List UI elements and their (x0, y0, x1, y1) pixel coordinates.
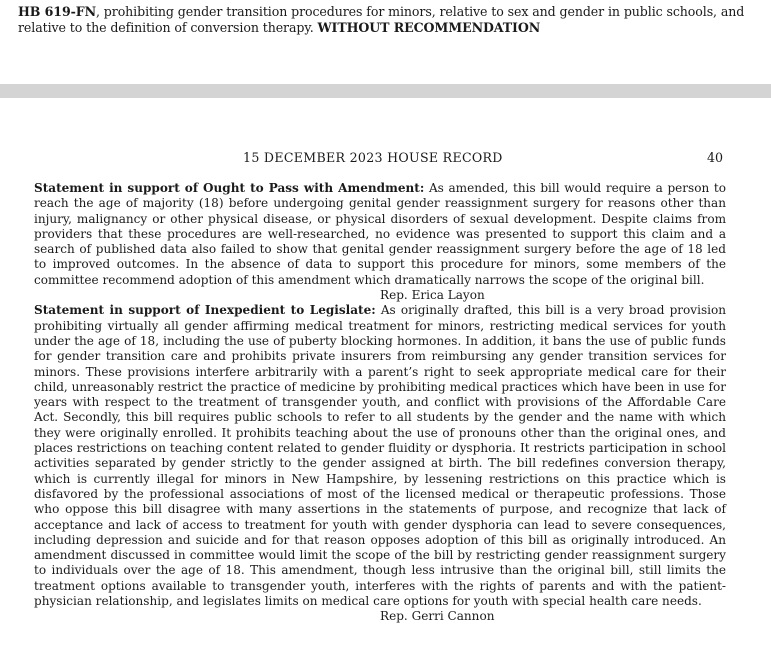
statement-inexpedient (34, 303, 726, 609)
statement-ought-to-pass (34, 181, 726, 288)
statement-text: As amended, this bill would require a person to reach the age of majority (18) before undergoing genital gender reassignment surgery for reasons other than injury, malignancy or other physical disease, or physical disorders of sexual development. Despite claims from providers that these procedures are well-researched, no evidence was presented to support this claim and a search of published data also failed to show that genital gender reassignment surgery before the age of 18 led to improved outcomes. In the absence of data to support this procedure for minors, some members of the committee recommend adoption of this amendment which dramatically narrows the scope of the original bill. (34, 181, 727, 287)
statement-heading: Statement in support of Inexpedient to Legislate: (34, 303, 376, 318)
bill-summary (18, 4, 753, 36)
statement-text: As originally drafted, this bill is a very broad provision prohibiting virtually all gender affirming medical treatment for minors, restricting medical services for youth under the age of 18, including the use of puberty blocking hormones. In addition, it bans the use of public funds for gender transition care and prohibits private insurers from reimbursing any gender transition services for minors. These provisions interfere arbitrarily with a parent’s right to seek appropriate medical care for their child, unreasonably restrict the practice of medicine by prohibiting medical practices which have been in use for years with respect to the treatment of transgender youth, and conflict with provisions of the Affordable Care Act. Secondly, this bill requires public schools to refer to all students by the gender and the name with which they were originally enrolled. It prohibits teaching about the use of pronouns other than the original ones, and places restrictions on teaching content related to gender fluidity or dysphoria. It restricts participation in school activities separated by gender strictly to the gender assigned at birth. The bill redefines conversion therapy, which is currently illegal for minors in New Hampshire, by lessening restrictions on this practice which is disfavored by the professional associations of most of the licensed medical or therapeutic professions. Those who oppose this bill disagree with many assertions in the statements of purpose, and recognize that lack of acceptance and lack of access to treatment for youth with gender dysphoria can lead to severe consequences, including depression and suicide and for that reason opposes adoption of this bill as originally introduced. An amendment discussed in committee would limit the scope of the bill by restricting gender reassignment surgery to individuals over the age of 18. This amendment, though less intrusive than the original bill, still limits the treatment options available to transgender youth, interferes with the rights of parents and with the patient-physician relationship, and legislates limits on medical care options for youth with special health care needs. (34, 303, 726, 609)
bill-description: , prohibiting gender transition procedures for minors, relative to sex and gender in public schools, and relative to the definition of conversion therapy. (18, 4, 745, 35)
signature-layon: Rep. Erica Layon (380, 288, 485, 303)
statement-heading: Statement in support of Ought to Pass with Amendment: (34, 181, 425, 195)
running-title: 15 DECEMBER 2023 HOUSE RECORD (243, 150, 503, 165)
page-divider-band (0, 84, 771, 98)
committee-recommendation: WITHOUT RECOMMENDATION (317, 20, 541, 35)
page-header (0, 150, 771, 166)
signature-cannon: Rep. Gerri Cannon (380, 609, 495, 624)
page-number: 40 (707, 150, 724, 165)
statements-body (34, 181, 726, 625)
bill-id: HB 619-FN (18, 4, 96, 19)
